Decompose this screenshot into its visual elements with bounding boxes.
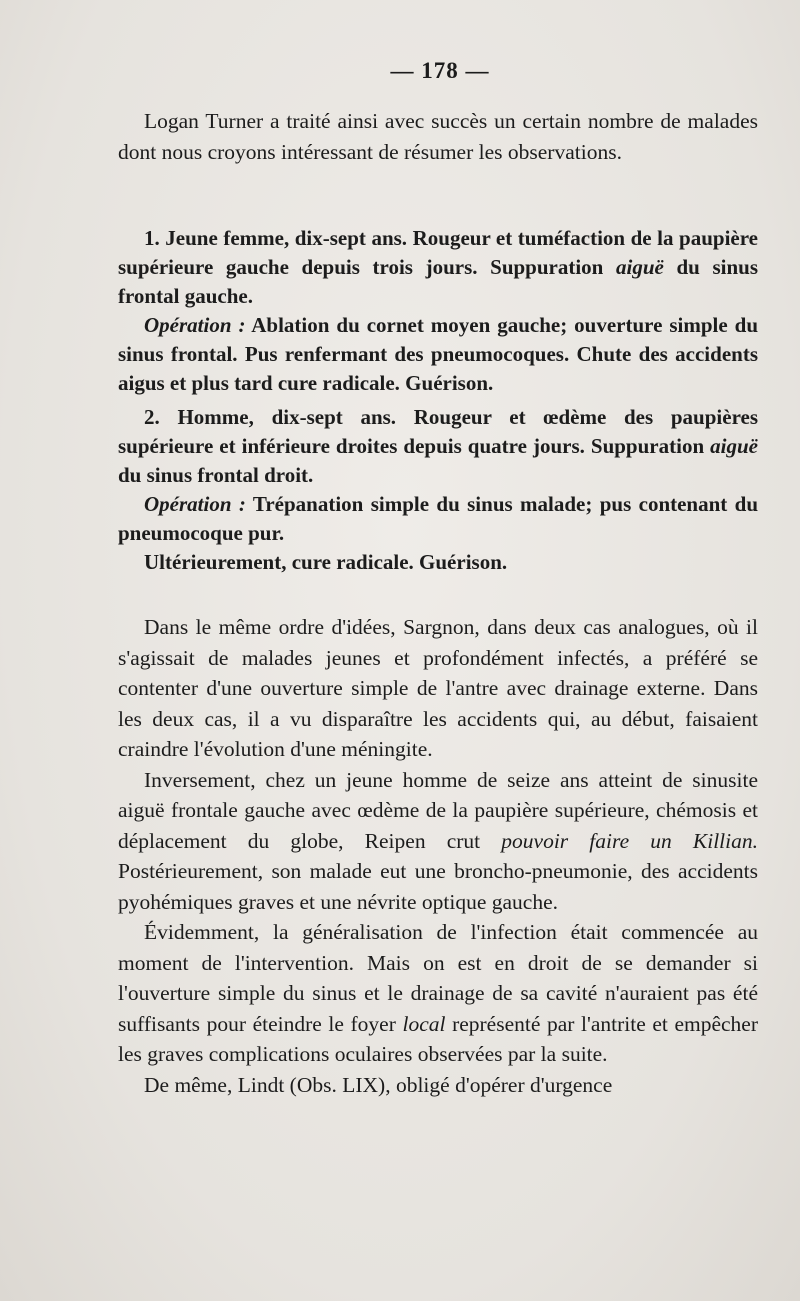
case-2-header: 2. Homme, dix-sept ans. Rougeur et œdème des paupières supérieure et inférieure droites depuis quatre jours. Suppuration aiguë du sinus frontal droit.	[118, 405, 759, 487]
case-1-operation-text: Ablation du cornet moyen gauche; ouverture simple du sinus frontal. Pus renfermant des pneumocoques. Chute des accidents aigus et plus tard cure radicale. Guérison.	[118, 313, 758, 395]
paragraph-reipen: Inversement, chez un jeune homme de seize ans atteint de sinusite aiguë frontale gauche avec œdème de la paupière supérieure, chémosis et déplacement du globe, Reipen crut pouvoir faire un Killian. Postérieurement, son malade eut une broncho-pneumonie, des accidents pyohémiques graves et une névrite optique gauche.	[118, 767, 758, 914]
paragraph-reipen-italic: pouvoir faire un Killian.	[501, 828, 758, 853]
intro-paragraph	[118, 106, 758, 168]
intro-text: Logan Turner a traité ainsi avec succès un certain nombre de malades dont nous croyons intéressant de résumer les observations.	[118, 109, 758, 164]
case-observation-2	[118, 403, 758, 577]
case-1-operation	[118, 311, 758, 398]
case-observation-1	[118, 224, 758, 398]
paragraph-sargnon: Dans le même ordre d'idées, Sargnon, dans deux cas analogues, où il s'agissait de malades jeunes et profondément infectés, a préféré se contenter d'une ouverture simple de l'antre avec drainage externe. Dans les deux cas, il a vu disparaître les accidents qui, au début, faisaient craindre l'évolution d'une méningite.	[118, 615, 758, 761]
case-2-aigue: aiguë	[710, 434, 759, 458]
case-2-followup: Ultérieurement, cure radicale. Guérison.	[144, 550, 508, 574]
body-text	[118, 612, 758, 1100]
case-2-operation-text: Trépanation simple du sinus malade; pus contenant du pneumocoque pur.	[118, 492, 759, 545]
page-number: — 178 —	[390, 58, 490, 83]
case-1-operation-label: Opération :	[144, 313, 246, 337]
case-2-operation-label: Opération :	[144, 492, 246, 516]
case-2-operation	[118, 490, 758, 548]
case-1-aigue: aiguë	[616, 255, 664, 279]
paragraph-lindt: De même, Lindt (Obs. LIX), obligé d'opérer d'urgence	[144, 1072, 613, 1097]
paragraph-evidemment: Évidemment, la généralisation de l'infection était commencée au moment de l'intervention. Mais on est en droit de se demander si l'ouverture simple du sinus et le drainage de sa cavité n'auraient pas été suffisants pour éteindre le foyer local représenté par l'antrite et empêcher les graves complications oculaires observées par la suite.	[118, 920, 759, 1066]
paragraph-evidemment-italic: local	[402, 1011, 446, 1036]
case-1-header: 1. Jeune femme, dix-sept ans. Rougeur et tuméfaction de la paupière supérieure gauche depuis trois jours. Suppuration aiguë du sinus frontal gauche.	[118, 226, 759, 308]
